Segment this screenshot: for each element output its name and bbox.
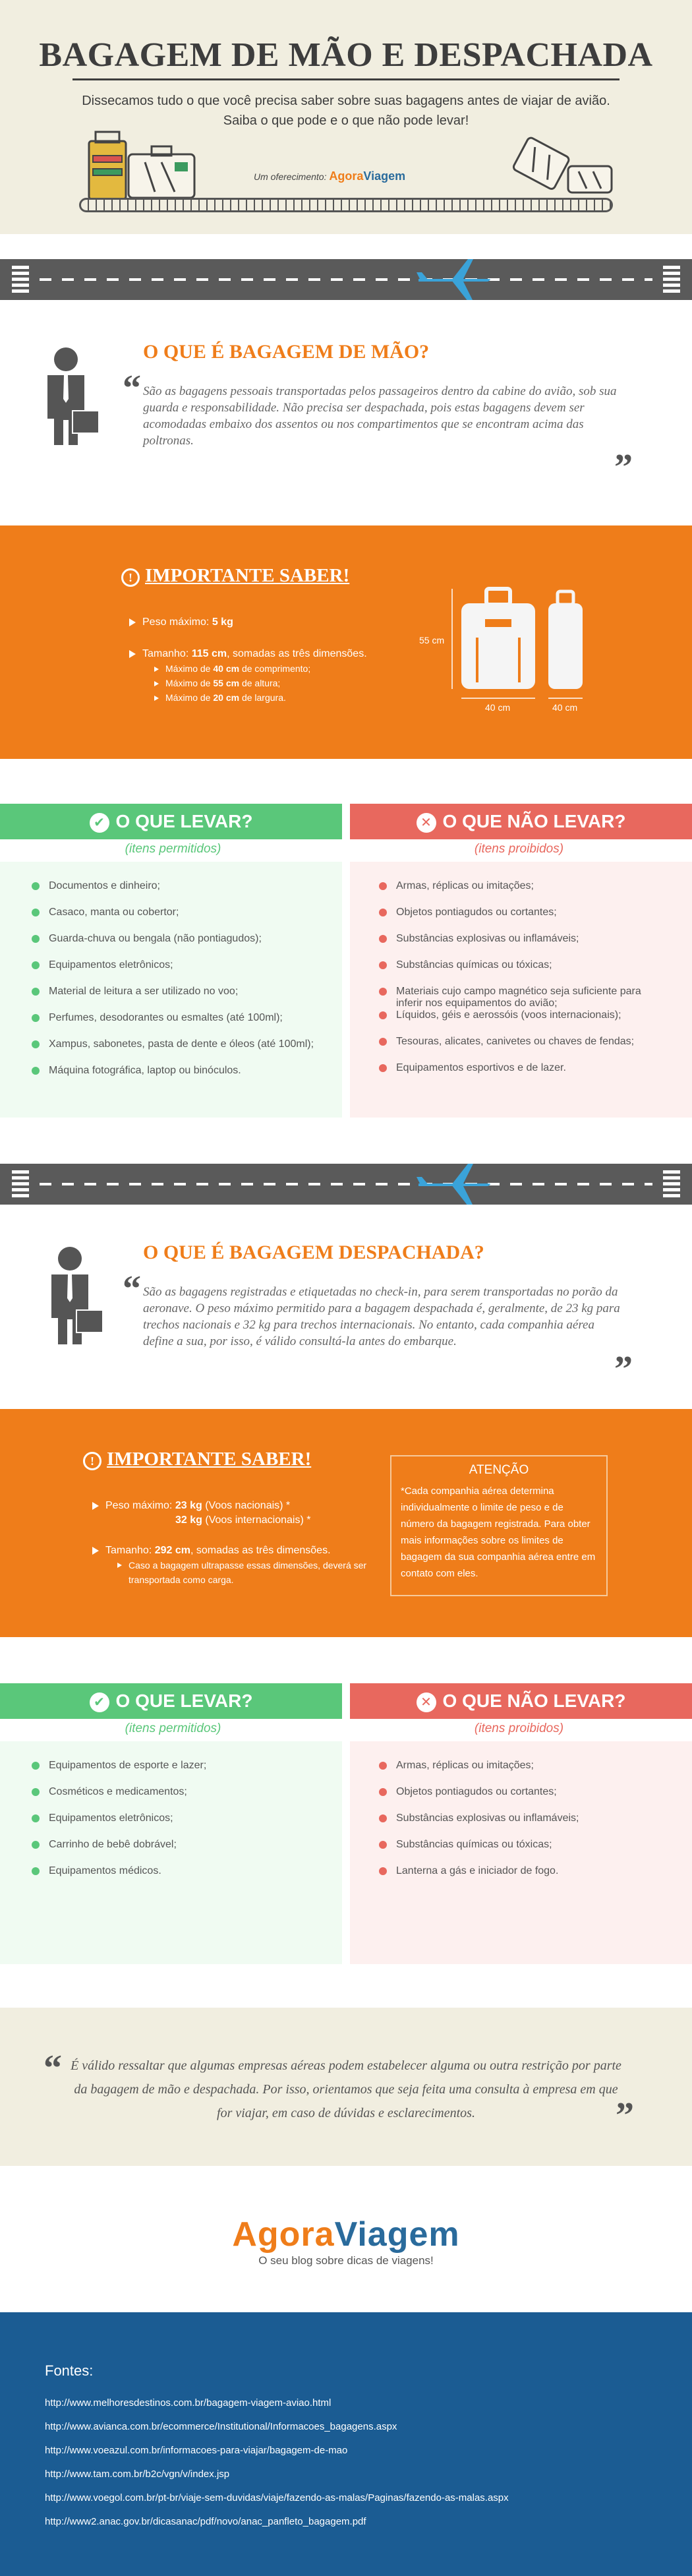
allowed-subtitle: (itens permitidos) [0, 839, 346, 862]
dim-val: 55 cm [213, 678, 240, 688]
carry-on-quote: São as bagagens pessoais transportadas pelos passageiros dentro da cabine do avião, sob sua guarda e responsabilidade. Não precisa ser despachada, pois estas bagagens devem ser acomodadas embaixo dos assentos ou nos compartimentos que se encontram acima das poltronas. [143, 384, 617, 448]
offer-text: Um oferecimento: [254, 171, 327, 182]
sources-section [0, 2312, 692, 2576]
exceed-note-text: Caso a bagagem ultrapasse essas dimensões, deverá ser transportada como carga. [129, 1560, 367, 1585]
triangle-bullet-icon [117, 1563, 122, 1568]
forbidden-title: O QUE NÃO LEVAR? [442, 811, 626, 831]
forbidden-item-text: Substâncias explosivas ou inflamáveis; [396, 933, 579, 944]
allowed-item-text: Xampus, sabonetes, pasta de dente e óleos (até 100ml); [49, 1038, 314, 1050]
carry-on-rules [129, 615, 367, 705]
allowed-item [32, 986, 342, 1012]
dim-val: 40 cm [213, 663, 240, 674]
important-title-text: IMPORTANTE SABER! [145, 565, 350, 586]
size-label: Tamanho: [105, 1545, 152, 1556]
logo-name-a: Agora [232, 2215, 335, 2254]
forbidden-column [346, 1683, 692, 1964]
size-rest: , somadas as três dimensões. [227, 648, 367, 659]
source-link[interactable]: http://www2.anac.gov.br/dicasanac/pdf/novo/anac_panfleto_bagagem.pdf [45, 2516, 366, 2527]
title-underline [72, 78, 620, 80]
forbidden-item-text: Equipamentos esportivos e de lazer. [396, 1062, 566, 1073]
bullet-dot-icon [32, 1014, 40, 1022]
allowed-item-text: Material de leitura a ser utilizado no voo; [49, 986, 239, 997]
forbidden-item [379, 1760, 692, 1786]
allowed-item-text: Carrinho de bebê dobrável; [49, 1839, 177, 1850]
bullet-dot-icon [32, 988, 40, 996]
final-note-text: É válido ressaltar que algumas empresas aéreas podem estabelecer alguma ou outra restrição por parte da bagagem de mão e despachada. Por isso, orientamos que seja feita uma consulta à empresa em que for viajar, em caso de dúvidas e esclarecimentos. [71, 2058, 621, 2120]
width-label-2: 40 cm [552, 702, 578, 713]
forbidden-item [379, 1839, 692, 1865]
allowed-item-text: Perfumes, desodorantes ou esmaltes (até 100ml); [49, 1012, 283, 1023]
forbidden-list [350, 862, 692, 1089]
dim-val: 20 cm [213, 692, 240, 703]
runway-stripes-right [663, 1170, 680, 1198]
forbidden-item-text: Objetos pontiagudos ou cortantes; [396, 1786, 557, 1797]
open-quote-icon: “ [123, 368, 141, 409]
rule-weight [92, 1499, 382, 1513]
runway-stripes-right [663, 266, 680, 293]
forbidden-item-text: Armas, réplicas ou imitações; [396, 880, 534, 891]
attention-text: *Cada companhia aérea determina individualmente o limite de peso e de número da bagagem registrada. Para obter mais informações sobre os limites de bagagem da sua companhia aérea entre em contato com eles. [401, 1485, 596, 1579]
triangle-bullet-icon [154, 681, 159, 686]
dims-list [129, 661, 367, 705]
dim-pre: Máximo de [165, 692, 214, 703]
checked-heading: O QUE É BAGAGEM DESPACHADA? [143, 1242, 484, 1263]
checked-rules [92, 1499, 382, 1587]
bullet-dot-icon [379, 1762, 387, 1770]
bullet-dot-icon [32, 935, 40, 943]
allowed-subtitle: (itens permitidos) [0, 1719, 346, 1741]
airplane-icon [415, 1160, 494, 1209]
forbidden-column [346, 804, 692, 1118]
forbidden-subtitle: (itens proibidos) [346, 839, 692, 862]
bullet-dot-icon [379, 1038, 387, 1046]
dim-pre: Máximo de [165, 678, 214, 688]
forbidden-item-text: Substâncias químicas ou tóxicas; [396, 959, 552, 971]
bullet-dot-icon [379, 961, 387, 969]
close-quote-icon: ” [614, 1349, 633, 1390]
dim-item [154, 690, 367, 705]
allowed-column [0, 1683, 346, 1964]
brand-logo [0, 2166, 692, 2254]
forbidden-item [379, 959, 692, 986]
check-icon: ✔ [90, 813, 109, 833]
allowed-header [0, 804, 342, 839]
carry-on-important-title [121, 565, 349, 587]
allowed-item [32, 1065, 342, 1091]
forbidden-list [350, 1741, 692, 1892]
allowed-item [32, 933, 342, 959]
bullet-dot-icon [379, 882, 387, 890]
allowed-list [0, 1741, 342, 1892]
allowed-item [32, 1865, 342, 1892]
forbidden-item [379, 907, 692, 933]
source-link[interactable]: http://www.tam.com.br/b2c/vgn/v/index.jsp [45, 2469, 230, 2480]
runway-centerline [40, 1183, 652, 1185]
luggage-right-icon [507, 132, 620, 198]
header [0, 0, 692, 234]
runway-stripes-left [12, 266, 29, 293]
triangle-bullet-icon [92, 1502, 99, 1510]
bullet-dot-icon [379, 1867, 387, 1875]
runway-centerline [40, 278, 652, 281]
source-link[interactable]: http://www.melhoresdestinos.com.br/bagagem-viagem-aviao.html [45, 2397, 332, 2409]
bullet-dot-icon [32, 961, 40, 969]
offer-logo [329, 169, 405, 183]
checked-definition [0, 1205, 692, 1396]
checked-important [0, 1409, 692, 1637]
forbidden-header [350, 804, 692, 839]
forbidden-item-text: Substâncias químicas ou tóxicas; [396, 1839, 552, 1850]
allowed-item [32, 1812, 342, 1839]
forbidden-panel [350, 1741, 692, 1964]
allowed-item-text: Casaco, manta ou cobertor; [49, 907, 179, 918]
allowed-item [32, 1038, 342, 1065]
exclamation-icon: ! [121, 568, 140, 587]
dim-item [154, 661, 367, 676]
size-label: Tamanho: [142, 648, 189, 659]
checked-quote: São as bagagens registradas e etiquetadas no check-in, para serem transportadas no porão da aeronave. O peso máximo permitido para a bagagem despachada é, geralmente, de 23 kg para trechos nacionais e 32 kg para trechos internacionais. No entanto, cada companhia aérea define a sua, por isso, é válido consultá-la antes do embarque. [143, 1285, 620, 1348]
open-quote-icon: “ [43, 2048, 62, 2089]
bullet-dot-icon [32, 882, 40, 890]
dim-post: de altura; [239, 678, 281, 688]
width-label-1: 40 cm [485, 702, 511, 713]
bullet-dot-icon [32, 1762, 40, 1770]
dim-pre: Máximo de [165, 663, 214, 674]
source-link[interactable]: http://www.avianca.com.br/ecommerce/Institutional/Informacoes_bagagens.aspx [45, 2421, 397, 2432]
page-title: BAGAGEM DE MÃO E DESPACHADA [39, 36, 653, 74]
allowed-item-text: Cosméticos e medicamentos; [49, 1786, 187, 1797]
carry-on-important [0, 525, 692, 759]
weight-int-rest: (Voos internacionais) * [202, 1514, 311, 1526]
allowed-panel [0, 862, 342, 1118]
forbidden-item [379, 1036, 692, 1062]
businessman-icon [40, 346, 112, 445]
allowed-list [0, 862, 342, 1091]
runway-divider [0, 259, 692, 300]
bullet-dot-icon [32, 1040, 40, 1048]
rule-size [92, 1543, 382, 1558]
forbidden-item [379, 1786, 692, 1812]
checked-important-title [83, 1449, 311, 1470]
open-quote-icon: “ [123, 1269, 141, 1309]
logo-name-b: Viagem [334, 2215, 460, 2254]
weight-int: 32 kg [175, 1514, 202, 1526]
exclamation-icon: ! [83, 1452, 101, 1470]
allowed-item [32, 1012, 342, 1038]
weight-nat-rest: (Voos nacionais) * [202, 1500, 291, 1511]
offer-logo-a: Agora [329, 169, 364, 183]
forbidden-item [379, 986, 692, 1009]
forbidden-item [379, 880, 692, 907]
offer-logo-b: Viagem [363, 169, 406, 183]
header-subtitle [0, 91, 692, 131]
allowed-item-text: Equipamentos médicos. [49, 1865, 161, 1876]
brand-tagline: O seu blog sobre dicas de viagens! [258, 2254, 434, 2267]
attention-title: ATENÇÃO [469, 1463, 529, 1477]
allowed-header [0, 1683, 342, 1719]
x-icon: ✕ [417, 813, 436, 833]
forbidden-item-text: Líquidos, géis e aerossóis (voos internacionais); [396, 1009, 621, 1021]
source-link[interactable]: http://www.voeazul.com.br/informacoes-para-viajar/bagagem-de-mao [45, 2445, 348, 2456]
bullet-dot-icon [379, 1841, 387, 1849]
bullet-dot-icon [379, 1011, 387, 1019]
triangle-bullet-icon [154, 667, 159, 672]
allowed-item-text: Documentos e dinheiro; [49, 880, 160, 891]
height-label: 55 cm [419, 635, 445, 645]
rule-weight [129, 615, 367, 630]
airplane-icon [415, 255, 494, 304]
forbidden-item-text: Materiais cujo campo magnético seja suficiente para inferir nos equipamentos do avião; [396, 986, 641, 1009]
forbidden-item-text: Lanterna a gás e iniciador de fogo. [396, 1865, 559, 1876]
bullet-dot-icon [379, 1814, 387, 1822]
bullet-dot-icon [32, 1841, 40, 1849]
triangle-bullet-icon [92, 1547, 99, 1555]
forbidden-header [350, 1683, 692, 1719]
subtitle-line-1: Dissecamos tudo o que você precisa saber sobre suas bagagens antes de viajar de avião. [82, 94, 610, 108]
forbidden-item [379, 1812, 692, 1839]
runway-stripes-left [12, 1170, 29, 1198]
allowed-item [32, 959, 342, 986]
conveyor-belt [79, 198, 613, 212]
allowed-item [32, 880, 342, 907]
allowed-item [32, 1760, 342, 1786]
dim-item [154, 676, 367, 690]
weight-nat: 23 kg [175, 1500, 202, 1511]
forbidden-item [379, 1062, 692, 1089]
x-icon: ✕ [417, 1692, 436, 1712]
source-link[interactable]: http://www.voegol.com.br/pt-br/viaje-sem-duvidas/viaje/fazendo-as-malas/Paginas/fazendo-as-malas.aspx [45, 2492, 509, 2503]
allowed-item-text: Guarda-chuva ou bengala (não pontiagudos); [49, 933, 262, 944]
offer-label [254, 169, 405, 183]
allowed-panel [0, 1741, 342, 1964]
bullet-dot-icon [32, 909, 40, 916]
forbidden-item-text: Tesouras, alicates, canivetes ou chaves de fendas; [396, 1036, 635, 1047]
forbidden-item [379, 1009, 692, 1036]
exceed-note [92, 1558, 382, 1587]
bullet-dot-icon [32, 1814, 40, 1822]
allowed-title: O QUE LEVAR? [115, 1691, 253, 1711]
checked-lists [0, 1683, 692, 1964]
allowed-item-text: Equipamentos eletrônicos; [49, 1812, 173, 1824]
runway-divider [0, 1164, 692, 1205]
close-quote-icon: ” [614, 447, 633, 488]
bullet-dot-icon [32, 1867, 40, 1875]
weight-label: Peso máximo: [142, 616, 210, 628]
final-note [0, 2008, 692, 2166]
forbidden-title: O QUE NÃO LEVAR? [442, 1691, 626, 1711]
rule-weight-int [92, 1513, 382, 1528]
allowed-item-text: Equipamentos de esporte e lazer; [49, 1760, 207, 1771]
allowed-item [32, 1786, 342, 1812]
carry-on-definition [0, 300, 692, 498]
forbidden-item-text: Objetos pontiagudos ou cortantes; [396, 907, 557, 918]
weight-value: 5 kg [212, 616, 233, 628]
allowed-item [32, 907, 342, 933]
carry-on-heading: O QUE É BAGAGEM DE MÃO? [143, 341, 430, 363]
businessman-icon [43, 1245, 116, 1344]
bullet-dot-icon [379, 935, 387, 943]
dim-post: de comprimento; [239, 663, 311, 674]
bullet-dot-icon [32, 1788, 40, 1796]
check-icon: ✔ [90, 1692, 109, 1712]
size-value: 115 cm [191, 648, 227, 659]
rule-size [129, 647, 367, 661]
triangle-bullet-icon [129, 650, 136, 658]
subtitle-line-2: Saiba o que pode e o que não pode levar! [223, 113, 469, 128]
forbidden-item-text: Armas, réplicas ou imitações; [396, 1760, 534, 1771]
allowed-title: O QUE LEVAR? [115, 811, 253, 831]
bullet-dot-icon [379, 1788, 387, 1796]
dim-post: de largura. [239, 692, 286, 703]
luggage-left-icon [82, 129, 208, 202]
close-quote-icon: ” [616, 2095, 634, 2136]
allowed-item-text: Máquina fotográfica, laptop ou binóculos. [49, 1065, 241, 1076]
forbidden-subtitle: (itens proibidos) [346, 1719, 692, 1741]
important-title-text: IMPORTANTE SABER! [107, 1449, 312, 1470]
allowed-item [32, 1839, 342, 1865]
forbidden-item-text: Substâncias explosivas ou inflamáveis; [396, 1812, 579, 1824]
sources-list [45, 2391, 692, 2534]
attention-box [390, 1455, 608, 1596]
triangle-bullet-icon [129, 618, 136, 626]
forbidden-item [379, 933, 692, 959]
brand-footer [0, 2166, 692, 2312]
carry-on-lists [0, 804, 692, 1118]
triangle-bullet-icon [154, 696, 159, 701]
forbidden-item [379, 1865, 692, 1892]
bullet-dot-icon [379, 988, 387, 996]
weight-label: Peso máximo: [105, 1500, 173, 1511]
allowed-item-text: Equipamentos eletrônicos; [49, 959, 173, 971]
bullet-dot-icon [379, 909, 387, 916]
forbidden-panel [350, 862, 692, 1118]
size-value: 292 cm [154, 1545, 190, 1556]
bullet-dot-icon [379, 1064, 387, 1072]
allowed-column [0, 804, 346, 1118]
sources-title: Fontes: [45, 2362, 94, 2379]
bullet-dot-icon [32, 1067, 40, 1075]
size-rest: , somadas as três dimensões. [190, 1545, 331, 1556]
